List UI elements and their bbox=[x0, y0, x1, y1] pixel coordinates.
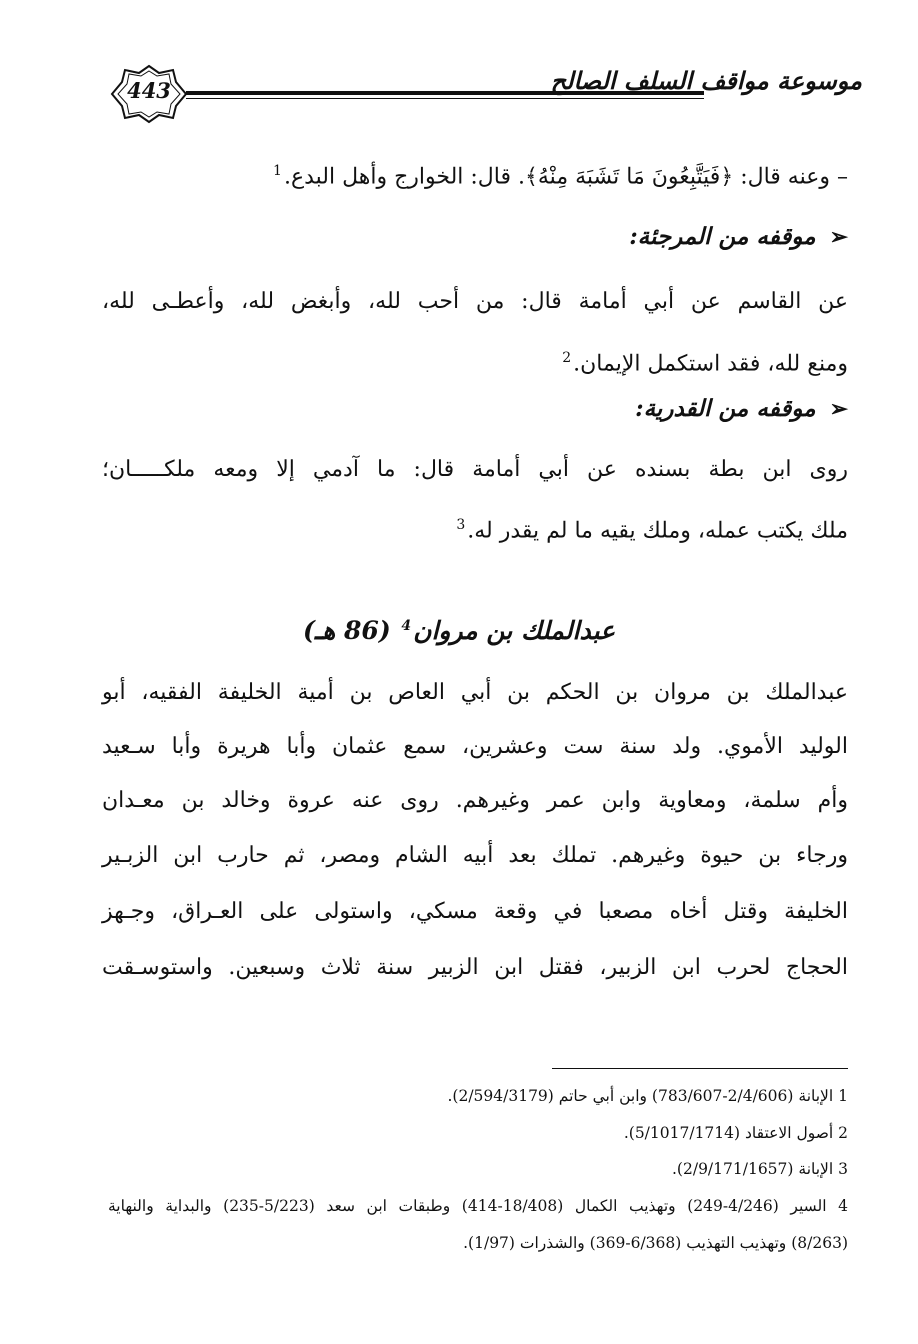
footnote-ref: 4 bbox=[401, 617, 412, 634]
footnote: 1 الإبانة (2/4/606-783/607) وابن أبي حاتم (2/594/3179). bbox=[447, 1087, 848, 1105]
book-title: موسوعة مواقف السلف الصالح bbox=[550, 66, 862, 95]
header-rule-thin bbox=[186, 98, 704, 99]
section-title bbox=[0, 616, 918, 645]
heading-murjia bbox=[629, 222, 848, 252]
page-number: 443 bbox=[127, 78, 171, 103]
paragraph-line bbox=[454, 510, 848, 546]
page-header bbox=[110, 64, 862, 124]
section-title-date: (86 هـ) bbox=[302, 616, 391, 645]
footnote-divider bbox=[552, 1068, 848, 1069]
paragraph-line: ورجاء بن حيوة وغيرهم. تملك بعد أبيه الشام ومصر، ثم حارب ابن الزبـير bbox=[102, 843, 848, 868]
paragraph-line: روى ابن بطة بسنده عن أبي أمامة قال: ما آدمي إلا ومعه ملكـــــان؛ bbox=[102, 457, 848, 482]
footnote-ref: 2 bbox=[562, 350, 572, 366]
section-title-name: عبدالملك بن مروان bbox=[413, 616, 616, 645]
footnote: 4 السير (4/246-249) وتهذيب الكمال (18/408-414) وطبقات ابن سعد (5/223-235) والبداية والنهاية bbox=[108, 1197, 848, 1215]
heading-text: موقفه من القدرية: bbox=[635, 395, 816, 422]
paragraph-line bbox=[560, 343, 848, 379]
footnote-ref: 3 bbox=[456, 517, 466, 533]
paragraph-text: ومنع لله، فقد استكمل الإيمان. bbox=[573, 351, 848, 377]
paragraph-line: وأم سلمة، ومعاوية وابن عمر وغيرهم. روى عنه عروة وخالد بن معـدان bbox=[102, 788, 848, 813]
quote-text: – وعنه قال: ﴿فَيَتَّبِعُونَ مَا تَشَبَهَ مِنْهُ﴾. قال: الخوارج وأهل البدع. bbox=[283, 164, 848, 190]
heading-text: موقفه من المرجئة: bbox=[629, 223, 816, 250]
arrow-bullet-icon: ➢ bbox=[829, 224, 848, 250]
heading-qadariya bbox=[635, 394, 848, 424]
footnote: 3 الإبانة (2/9/171/1657). bbox=[672, 1160, 848, 1178]
paragraph-line: عبدالملك بن مروان بن الحكم بن أبي العاص بن أمية الخليفة الفقيه، أبو bbox=[102, 680, 848, 705]
quote-line bbox=[271, 156, 848, 192]
paragraph-line: الخليفة وقتل أخاه مصعبا في وقعة مسكي، واستولى على العـراق، وجـهز bbox=[102, 899, 848, 924]
page-number-badge bbox=[110, 64, 188, 124]
paragraph-line: الحجاج لحرب ابن الزبير، فقتل ابن الزبير سنة ثلاث وسبعين. واستوسـقت bbox=[102, 955, 848, 980]
paragraph-line: عن القاسم عن أبي أمامة قال: من أحب لله، وأبغض لله، وأعطـى لله، bbox=[102, 289, 848, 314]
paragraph-line: الوليد الأموي. ولد سنة ست وعشرين، سمع عثمان وأبا هريرة وأبا سـعيد bbox=[102, 734, 848, 759]
footnote-ref: 1 bbox=[273, 163, 282, 179]
footnote: 2 أصول الاعتقاد (5/1017/1714). bbox=[623, 1124, 848, 1142]
arrow-bullet-icon: ➢ bbox=[829, 396, 848, 422]
paragraph-text: ملك يكتب عمله، وملك يقيه ما لم يقدر له. bbox=[467, 518, 848, 544]
footnote: (8/263) وتهذيب التهذيب (6/368-369) والشذرات (1/97). bbox=[463, 1234, 848, 1252]
